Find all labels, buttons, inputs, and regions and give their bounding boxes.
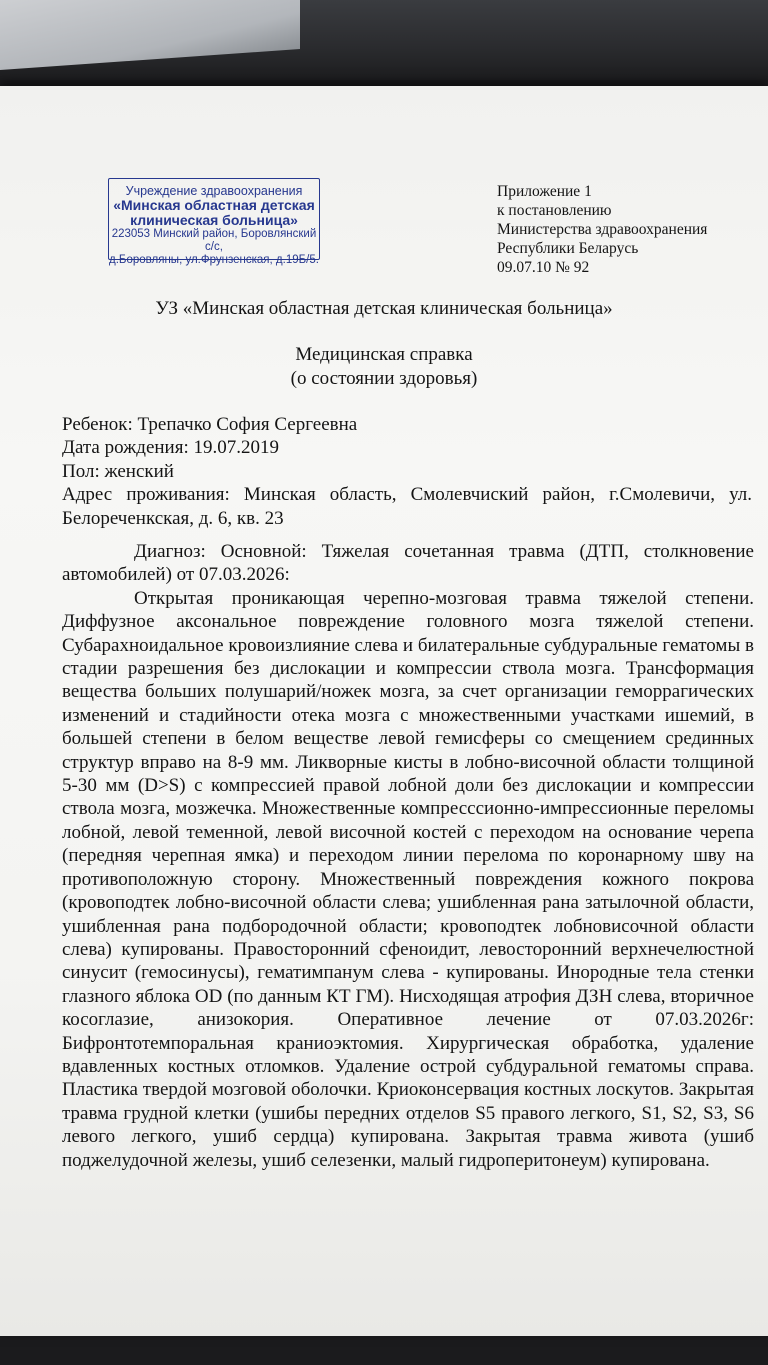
annex-line: Приложение 1 xyxy=(497,183,592,200)
title-line: Медицинская справка xyxy=(295,344,473,365)
annex-line: к постановлению xyxy=(497,202,612,219)
stamp-line: Учреждение здравоохранения xyxy=(125,184,303,198)
stamp-line: 223053 Минский район, Боровлянский с/с, xyxy=(111,228,317,253)
address-line: Адрес проживания: Минская область, Смолевчиский район, г.Смолевичи, ул. xyxy=(62,484,752,506)
organization-name: УЗ «Минская областная детская клиническая больница» xyxy=(155,298,613,319)
stamp-line: «Минская областная детская xyxy=(113,197,315,213)
birth-date: Дата рождения: 19.07.2019 xyxy=(62,437,279,459)
institution-stamp xyxy=(108,178,320,266)
child-name: Ребенок: Трепачко София Сергеевна xyxy=(62,414,358,435)
stamp-line: клиническая больница» xyxy=(130,212,298,228)
subtitle-line: (о состоянии здоровья) xyxy=(290,368,478,389)
sex: Пол: женский xyxy=(62,460,174,482)
document-title xyxy=(0,343,768,391)
annex-line: 09.07.10 № 92 xyxy=(497,259,590,276)
patient-info xyxy=(62,413,752,530)
address-line: Белореченкская, д. 6, кв. 23 xyxy=(62,507,284,529)
diagnosis-details-paragraph: Открытая проникающая черепно-мозговая травма тяжелой степени. Диффузное аксональное повреждение головного мозга тяжелой степени. Субарахноидальное кровоизлияние слева и билатеральные субдуральные гематомы в стадии разрешения без дислокации и компрессии ствола мозга. Трансформация вещества больших полушарий/ножек мозга, за счет организации геморрагических изменений и стадийности отека мозга с множественными участками ишемий, в большей степени в белом веществе левой гемисферы со смещением срединных структур вправо на 8-9 мм. Ликворные кисты в лобно-височной области толщиной 5-30 мм (D>S) с компрессией правой лобной доли без дислокации и компрессии ствола мозга, мозжечка. Множественные компресссионно-импрессионные переломы лобной, левой теменной, левой височной костей с переходом на основание черепа (передняя черепная ямка) и переходом линии перелома по коронарному шву на противоположную сторону. Множественный повреждения кожного покрова (кровоподтек лобно-височной области слева; ушибленная рана затылочной области, ушибленная рана подбородочной области; кровоподтек лобновисочной области слева) купированы. Правосторонний сфеноидит, левосторонний верхнечелюстной синусит (гемосинусы), гематимпанум слева - купированы. Инородные тела стенки глазного яблока OD (по данным КТ ГМ). Нисходящая атрофия ДЗН слева, вторичное косоглазие, анизокория. Оперативное лечение от 07.03.2026г: Бифронтотемпоральная краниоэктомия. Хирургическая обработка, удаление вдавленных костных отломков. Удаление острой субдуральной гематомы справа. Пластика твердой мозговой оболочки. Криоконсервация костных лоскутов. Закрытая травма грудной клетки (ушибы передних отделов S5 правого легкого, S1, S2, S3, S6 левого легкого, ушиб сердца) купирована. Закрытая травма живота (ушиб поджелудочной железы, ушиб селезенки, малый гидроперитонеум) купирована. xyxy=(62,587,754,1171)
diagnosis-section xyxy=(62,541,754,1172)
annex-line: Республики Беларусь xyxy=(497,240,639,257)
annex-block xyxy=(497,182,757,277)
annex-line: Министерства здравоохранения xyxy=(497,221,708,238)
diagnosis-paragraph: Диагноз: Основной: Тяжелая сочетанная травма (ДТП, столкновение автомобилей) от 07.03.2026: xyxy=(62,541,754,586)
stamp-line: д.Боровляны, ул.Фрунзенская, д.19Б/5. xyxy=(109,254,319,266)
